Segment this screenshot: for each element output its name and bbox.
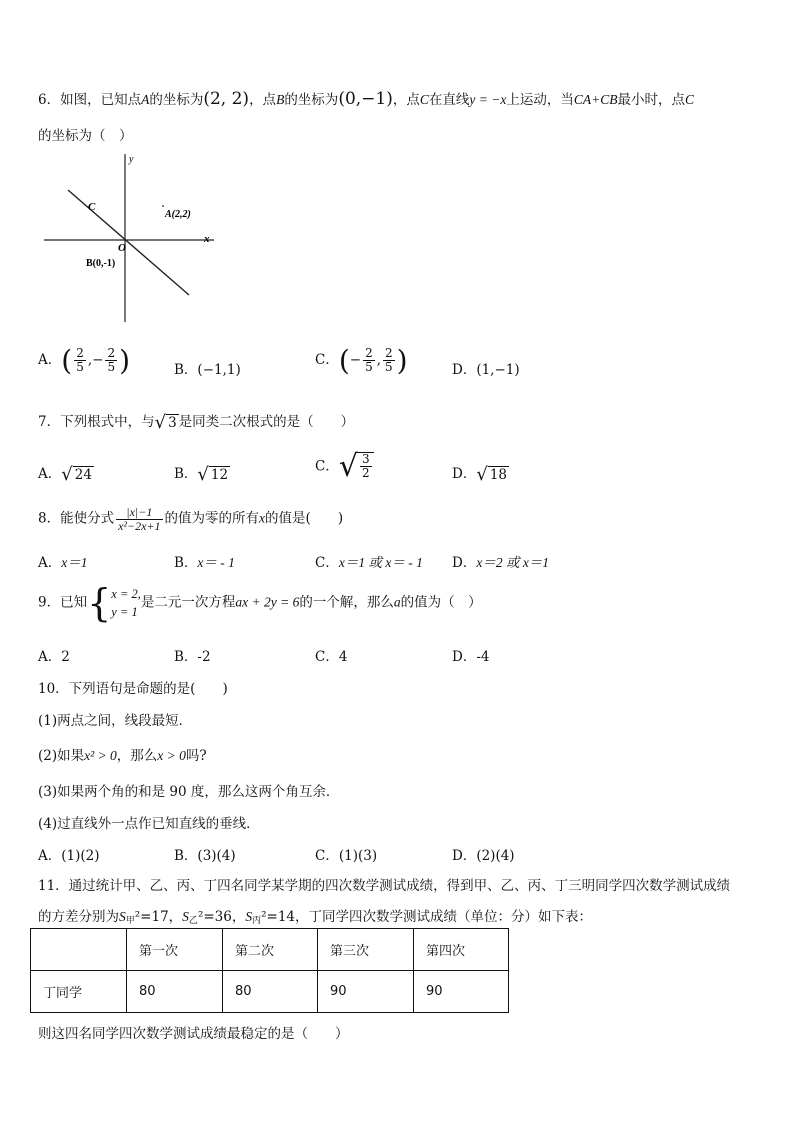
- table-cell: 90: [414, 971, 509, 1013]
- q8-option-b[interactable]: B．x＝ - 1: [174, 555, 235, 571]
- q11-question: 则这四名同学四次数学测试成绩最稳定的是（ ）: [38, 1026, 349, 1042]
- q10-stem: 10．下列语句是命题的是( ): [38, 681, 228, 697]
- q10-statement-2: (2)如果x² > 0，那么x > 0吗?: [38, 748, 207, 764]
- q10-statement-1: (1)两点之间，线段最短．: [38, 713, 193, 729]
- q9-stem: 9．已知{ x = 2, y = 1 是二元一次方程ax + 2y = 6的一个解，那么a的值为（ ）: [38, 581, 482, 625]
- table-header-cell: 第二次: [223, 929, 318, 971]
- point-a-label: A(2,2): [165, 209, 191, 220]
- point-c-label: C: [88, 201, 96, 213]
- q7-option-a[interactable]: A． √ 24: [38, 463, 92, 485]
- y-axis-label: y: [129, 154, 134, 165]
- q6-option-d[interactable]: D．(1,−1): [452, 362, 520, 378]
- q10-option-a[interactable]: A．(1)(2): [38, 848, 100, 864]
- table-cell: 80: [223, 971, 318, 1013]
- q10-option-b[interactable]: B．(3)(4): [174, 848, 236, 864]
- q10-statement-4: (4)过直线外一点作已知直线的垂线．: [38, 816, 260, 832]
- q10-statement-3: (3)如果两个角的和是 90 度，那么这两个角互余．: [38, 784, 340, 800]
- line-y-eq-neg-x: [68, 190, 189, 295]
- q6-stem: 6．如图，已知点A的坐标为(2, 2)，点B的坐标为(0,−1)，点C在直线y = −x上运动，当CA+CB最小时，点C: [38, 89, 694, 109]
- table-header-cell: 第三次: [318, 929, 414, 971]
- table-header-cell: 第一次: [127, 929, 223, 971]
- q8-option-c[interactable]: C．x＝1 或 x＝ - 1: [315, 555, 423, 571]
- q7-option-b[interactable]: B． √ 12: [174, 463, 229, 485]
- score-table: [30, 928, 509, 1013]
- q6-stem-cont: 的坐标为（ ）: [38, 128, 133, 144]
- table-cell: 90: [318, 971, 414, 1013]
- q10-option-c[interactable]: C．(1)(3): [315, 848, 378, 864]
- q8-stem: 8．能使分式 $\frac{|x|-1}{\text{x²−2x+1}}$ 的值为零的所有x的值是( ): [38, 505, 344, 533]
- x-axis-label: x: [204, 233, 210, 245]
- q6-option-a[interactable]: A．( $\frac{2}{5}$ ,− $\frac{2}{5}$ ): [38, 344, 131, 377]
- table-header-cell: [31, 929, 127, 971]
- table-header-cell: 第四次: [414, 929, 509, 971]
- q9-option-a[interactable]: A．2: [38, 649, 70, 665]
- q9-option-d[interactable]: D．-4: [452, 649, 490, 665]
- q6-option-b[interactable]: B．(−1,1): [174, 362, 241, 378]
- origin-label: O: [118, 242, 126, 254]
- q11-stem-line1: 11．通过统计甲、乙、丙、丁四名同学某学期的四次数学测试成绩，得到甲、乙、丙、丁三明同学四次数学测试成绩: [38, 878, 731, 894]
- q9-option-b[interactable]: B．-2: [174, 649, 211, 665]
- q7-option-c[interactable]: C． √ $\frac{3}{2}$: [315, 452, 374, 482]
- q9-option-c[interactable]: C．4: [315, 649, 348, 665]
- table-header-row: [31, 929, 509, 971]
- q6-option-c[interactable]: C．(− $\frac{2}{5}$ , $\frac{2}{5}$ ): [315, 344, 408, 377]
- table-row: [31, 971, 509, 1013]
- q8-option-d[interactable]: D．x＝2 或 x＝1: [452, 555, 550, 571]
- point-b-label: B(0,-1): [86, 258, 116, 269]
- point-a: [162, 205, 164, 207]
- table-cell: 丁同学: [31, 971, 127, 1013]
- q7-option-d[interactable]: D． √ 18: [452, 463, 507, 485]
- q7-stem: 7．下列根式中，与 √ 3 是同类二次根式的是（ ）: [38, 411, 355, 433]
- q6-figure: [36, 148, 226, 328]
- q11-stem-line2: 的方差分别为$S_甲^2=17$，$S_乙^2=36$，$S_丙^2=14$，丁同学四次数学测试成绩（单位：分）如下表：: [38, 909, 593, 926]
- q10-option-d[interactable]: D．(2)(4): [452, 848, 515, 864]
- q8-option-a[interactable]: A．x＝1: [38, 555, 88, 571]
- table-cell: 80: [127, 971, 223, 1013]
